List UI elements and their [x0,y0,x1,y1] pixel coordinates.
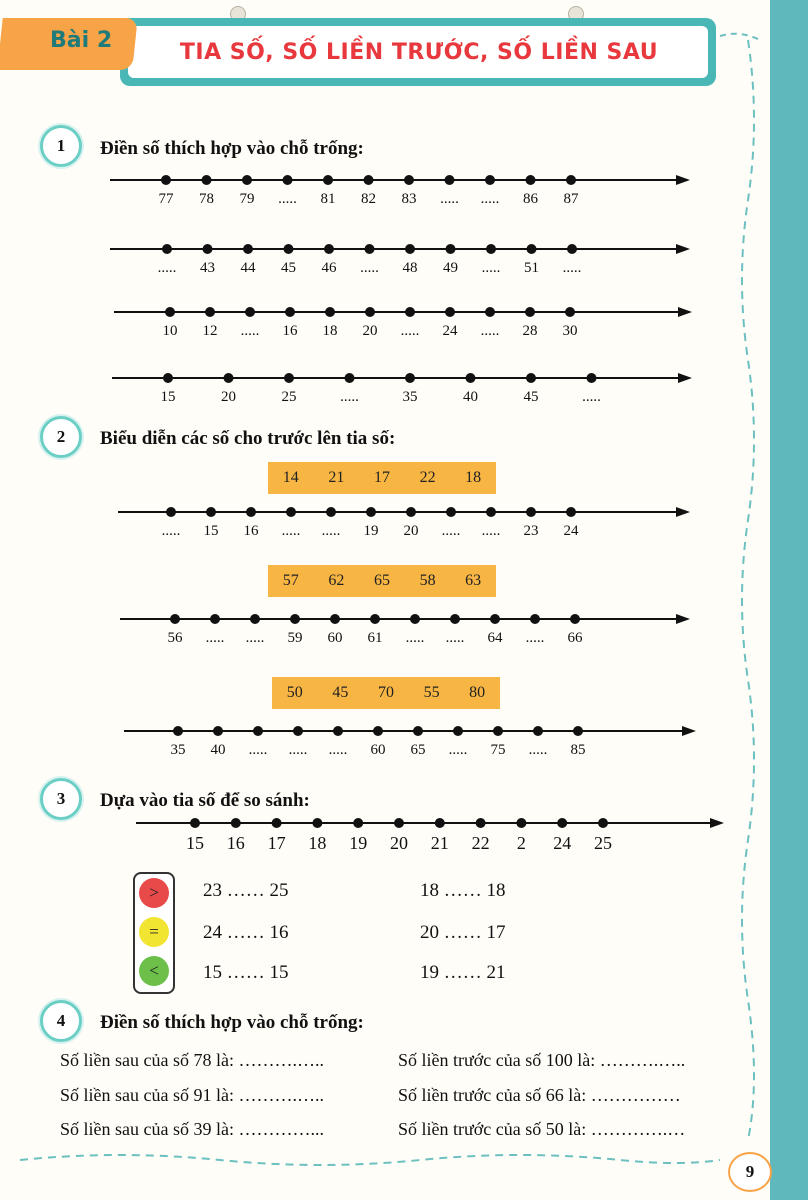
arrow-head-icon [676,244,690,254]
arrow-head-icon [678,373,692,383]
tick-label: 17 [267,833,286,853]
tick-label: 20 [390,833,408,853]
tick-dot [365,307,375,317]
tick-label: 18 [308,833,327,853]
traffic-light [133,872,175,994]
tick-label: ..... [328,742,348,758]
tick-label: 60 [370,742,386,758]
tick-dot [166,507,176,517]
tick-label: ..... [288,742,308,758]
tick-label: 19 [363,523,379,539]
arrow-head-icon [678,307,692,317]
tick-dot [404,175,414,185]
tick-dot [246,507,256,517]
box-number: 80 [469,684,486,701]
tick-dot [573,726,583,736]
box-number: 62 [328,572,345,589]
tick-dot [557,818,567,828]
tick-label: 12 [202,323,218,339]
tick-dot [242,175,252,185]
tick-dot [566,175,576,185]
page-title: TIA SỐ, SỐ LIỀN TRƯỚC, SỐ LIỀN SAU [179,39,659,65]
tick-label: ..... [582,389,601,405]
tick-dot [566,507,576,517]
tick-label: 16 [282,323,298,339]
exercise-number: 2 [40,416,82,458]
tick-dot [365,244,375,254]
tick-dot [326,507,336,517]
comparison-item: 24 …… 16 [203,922,289,943]
box-number: 63 [465,572,482,589]
box-number: 22 [419,469,436,486]
tick-label: 30 [562,323,578,339]
number-line [136,818,724,853]
tick-dot [453,726,463,736]
number-line [110,244,690,276]
tick-label: 65 [410,742,426,758]
tick-label: 87 [563,191,579,207]
tick-label: ..... [481,260,501,276]
tick-dot [312,818,322,828]
comparison-item: 20 …… 17 [420,922,506,943]
tick-dot [476,818,486,828]
tick-label: 16 [226,833,245,853]
tick-dot [366,507,376,517]
tick-label: 49 [443,260,458,276]
tick-label: 22 [471,833,490,853]
tick-dot [173,726,183,736]
exercise-instruction: Dựa vào tia số để so sánh: [100,790,310,811]
lesson-label: Bài 2 [50,28,113,53]
box-number: 21 [328,469,345,486]
tick-label: ..... [448,742,468,758]
tick-dot [446,244,456,254]
tick-dot [413,726,423,736]
tick-label: 86 [523,191,538,207]
tick-label: 59 [287,630,303,646]
exercise-number: 4 [40,1000,82,1042]
tick-dot [286,507,296,517]
tick-dot [446,507,456,517]
tick-dot [224,373,234,383]
comparison-item: 15 …… 15 [203,962,289,983]
tick-dot [285,307,295,317]
tick-dot [526,507,536,517]
tick-label: ..... [248,742,268,758]
tick-dot [533,726,543,736]
tick-label: 60 [327,630,343,646]
tick-dot [466,373,476,383]
tick-dot [486,507,496,517]
tick-label: 56 [167,630,183,646]
equal-lamp: = [139,917,169,947]
greater-than-lamp: > [139,878,169,908]
exercise-instruction: Điền số thích hợp vào chỗ trống: [100,1012,364,1033]
tick-dot [364,175,374,185]
number-line [112,373,692,405]
number-line [124,726,696,758]
tick-label: 85 [570,742,586,758]
tick-label: 64 [487,630,503,646]
tick-label: ..... [321,523,341,539]
tick-dot [293,726,303,736]
tick-dot [373,726,383,736]
tick-label: ..... [278,191,297,207]
tick-label: ..... [441,523,461,539]
tick-label: 19 [349,833,368,853]
dashed-border [20,1155,720,1165]
tick-dot [333,726,343,736]
exercise-number: 1 [40,125,82,167]
tick-dot [284,373,294,383]
tick-label: 20 [221,389,236,405]
tick-label: ..... [525,630,545,646]
tick-label: 78 [199,191,214,207]
arrow-head-icon [710,818,724,828]
tick-dot [570,614,580,624]
dashed-border [720,34,760,40]
tick-label: 18 [322,323,338,339]
tick-label: 15 [186,833,204,853]
tick-dot [245,307,255,317]
tick-label: ..... [360,260,379,276]
tick-dot [410,614,420,624]
arrow-head-icon [682,726,696,736]
box-number: 65 [373,572,390,589]
tick-dot [516,818,526,828]
box-number: 14 [282,469,299,486]
tick-dot [325,307,335,317]
number-line [110,175,690,207]
tick-dot [205,307,215,317]
tick-dot [210,614,220,624]
tick-label: 20 [362,323,378,339]
tick-label: 15 [160,389,176,405]
tick-label: 15 [203,523,219,539]
tick-label: 81 [320,191,336,207]
exercise-instruction: Biểu diễn các số cho trước lên tia số: [100,428,396,449]
fill-item: Số liền trước của số 100 là: ……….….. [398,1050,686,1070]
tick-label: 82 [361,191,376,207]
tick-label: 79 [239,191,255,207]
page-number: 9 [728,1152,772,1192]
arrow-head-icon [676,175,690,185]
tick-dot [587,373,597,383]
dashed-border [742,40,754,1140]
tick-dot [243,244,253,254]
tick-label: ..... [480,323,500,339]
box-number: 17 [373,469,390,486]
arrow-head-icon [676,614,690,624]
comparison-item: 23 …… 25 [203,880,289,901]
tick-dot [485,175,495,185]
tick-dot [272,818,282,828]
tick-label: 40 [463,389,478,405]
tick-label: 61 [367,630,383,646]
tick-label: ..... [161,523,181,539]
tick-label: 43 [200,260,215,276]
tick-dot [345,373,355,383]
tick-dot [526,175,536,185]
tick-label: ..... [205,630,225,646]
tick-dot [450,614,460,624]
tick-label: ..... [445,630,465,646]
exercise-instruction: Điền số thích hợp vào chỗ trống: [100,138,364,159]
exercise-number: 3 [40,778,82,820]
tick-dot [284,244,294,254]
box-number: 58 [419,572,436,589]
tick-dot [526,373,536,383]
tick-dot [565,307,575,317]
tick-dot [163,373,173,383]
tick-dot [323,175,333,185]
fill-item: Số liền trước của số 66 là: …………… [398,1085,681,1105]
tick-label: 28 [522,323,538,339]
arrow-head-icon [676,507,690,517]
tick-dot [525,307,535,317]
tick-label: ..... [562,260,582,276]
tick-label: ..... [340,389,359,405]
tick-dot [406,507,416,517]
tick-label: 45 [523,389,539,405]
tick-label: 40 [210,742,226,758]
tick-label: 24 [563,523,579,539]
tick-label: ..... [245,630,265,646]
tick-label: 25 [281,389,297,405]
tick-label: 66 [567,630,583,646]
tick-dot [370,614,380,624]
tick-label: ..... [157,260,177,276]
tick-dot [530,614,540,624]
tick-label: 35 [402,389,418,405]
tick-dot [165,307,175,317]
box-number: 55 [423,684,440,701]
tick-label: 24 [553,833,572,853]
tick-dot [353,818,363,828]
tick-dot [405,307,415,317]
tick-dot [231,818,241,828]
tick-label: 25 [594,833,612,853]
tick-label: ..... [480,191,500,207]
tick-dot [394,818,404,828]
tick-label: 44 [240,260,256,276]
fill-item: Số liền sau của số 39 là: …………... [60,1119,324,1139]
tick-label: 45 [281,260,296,276]
tick-dot [445,175,455,185]
tick-dot [598,818,608,828]
number-line [114,307,692,339]
less-than-lamp: < [139,956,169,986]
tick-dot [202,175,212,185]
tick-dot [330,614,340,624]
tick-label: 77 [158,191,174,207]
tick-dot [324,244,334,254]
tick-label: 75 [490,742,506,758]
tick-label: 21 [430,833,449,853]
tick-dot [283,175,293,185]
box-number: 45 [332,684,349,701]
tick-label: 10 [162,323,178,339]
tick-label: ..... [281,523,301,539]
tick-label: ..... [405,630,425,646]
tick-label: 20 [403,523,419,539]
tick-dot [485,307,495,317]
tick-dot [162,244,172,254]
tick-label: 23 [523,523,539,539]
tick-label: 35 [170,742,186,758]
tick-label: 46 [321,260,337,276]
number-line [118,507,690,539]
fill-item: Số liền sau của số 91 là: ……….….. [60,1085,324,1105]
tick-dot [161,175,171,185]
tick-label: ..... [528,742,548,758]
box-number: 50 [286,684,303,701]
tick-dot [170,614,180,624]
tick-dot [405,244,415,254]
tick-dot [445,307,455,317]
tick-dot [253,726,263,736]
comparison-item: 18 …… 18 [420,880,506,901]
tick-dot [203,244,213,254]
tick-label: 83 [401,191,417,207]
tick-dot [250,614,260,624]
tick-label: 24 [442,323,458,339]
tick-dot [486,244,496,254]
tick-label: ..... [481,523,501,539]
tick-label: 16 [243,523,259,539]
tick-dot [190,818,200,828]
fill-item: Số liền sau của số 78 là: ……….….. [60,1050,324,1070]
tick-dot [405,373,415,383]
box-number: 70 [377,684,394,701]
tick-dot [290,614,300,624]
tick-dot [567,244,577,254]
tick-label: ..... [400,323,420,339]
comparison-item: 19 …… 21 [420,962,506,983]
tick-dot [213,726,223,736]
tick-dot [493,726,503,736]
tick-label: ..... [440,191,459,207]
tick-label: 48 [402,260,418,276]
box-number: 18 [465,469,482,486]
tick-dot [527,244,537,254]
tick-label: ..... [240,323,260,339]
box-number: 57 [282,572,299,589]
tick-dot [206,507,216,517]
fill-item: Số liền trước của số 50 là: ………….… [398,1119,686,1139]
tick-label: 51 [524,260,539,276]
tick-dot [435,818,445,828]
tick-dot [490,614,500,624]
tick-label: 2 [516,833,526,853]
number-line [120,614,690,646]
